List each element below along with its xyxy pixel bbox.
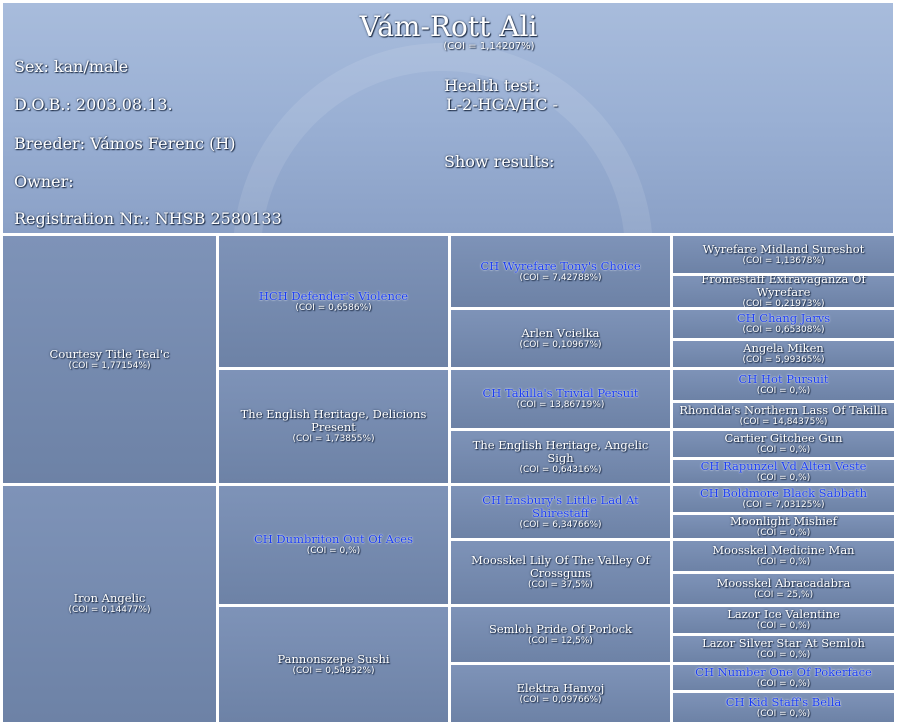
dog-coi: (COI = 0,54932%) [292, 665, 375, 676]
pedigree-cell-gen4-12 [673, 574, 894, 604]
pedigree-cell-gen3-4 [451, 431, 670, 483]
dog-name[interactable]: CH Hot Pursuit [738, 372, 829, 386]
dog-name[interactable]: CH Dumbriton Out Of Aces [253, 532, 414, 546]
dog-name[interactable]: CH Boldmore Black Sabbath [699, 486, 868, 500]
dog-coi: (COI = 1,14207%) [443, 41, 535, 52]
breeder-field: Breeder: Vámos Ferenc (H) [14, 134, 236, 153]
dog-coi: (COI = 0,09766%) [519, 694, 602, 705]
pedigree-cell-gen3-5[interactable] [451, 486, 670, 538]
owner-field: Owner: [14, 172, 74, 191]
pedigree-cell-gen3-2 [451, 310, 670, 367]
dog-coi: (COI = 37,5%) [528, 580, 593, 590]
dog-name[interactable]: CH Chang Jarvs [736, 311, 831, 325]
dog-coi: (COI = 0,%) [756, 557, 811, 567]
pedigree-cell-gen4-14 [673, 636, 894, 662]
pedigree-cell-gen1-1 [3, 236, 216, 483]
dog-coi: (COI = 1,73855%) [292, 434, 375, 444]
dog-name: The English Heritage, Delicions Present [240, 407, 427, 434]
dog-name: Arlen Vcielka [521, 325, 600, 340]
dog-coi: (COI = 7,03125%) [742, 500, 825, 510]
dog-coi: (COI = 13,86719%) [516, 400, 605, 410]
dog-coi: (COI = 0,%) [756, 527, 811, 538]
dog-name: Moonlight Mishief [730, 515, 837, 528]
dog-name: Pannonszepe Sushi [277, 651, 390, 666]
pedigree-cell-gen3-3[interactable] [451, 370, 670, 428]
dog-name[interactable]: CH Kid Staff's Bella [725, 694, 842, 709]
dog-coi: (COI = 0,%) [756, 650, 811, 660]
dog-coi: (COI = 0,%) [756, 472, 811, 483]
dog-name-title: Vám-Rott Ali [359, 10, 538, 43]
pedigree-cell-gen4-5[interactable] [673, 370, 894, 400]
registration-field: Registration Nr.: NHSB 2580133 [14, 209, 282, 228]
pedigree-cell-gen4-4 [673, 341, 894, 367]
dog-coi: (COI = 0,%) [756, 386, 811, 396]
dog-name[interactable]: CH Ensbury's Little Lad At Shirestaff [482, 492, 639, 520]
dog-coi: (COI = 12,5%) [528, 635, 593, 646]
pedigree-cell-gen4-7 [673, 431, 894, 457]
dog-coi: (COI = 0,10967%) [519, 339, 602, 350]
dog-name: Iron Angelic [73, 591, 146, 605]
dog-name[interactable]: CH Takilla's Trivial Persuit [482, 386, 639, 400]
dog-name: Rhondda's Northern Lass Of Takilla [679, 403, 888, 417]
pedigree-cell-gen4-8[interactable] [673, 460, 894, 483]
dog-name: Fromestaff Extravaganza Of Wyrefare [701, 276, 866, 299]
dog-coi: (COI = 0,6586%) [295, 302, 372, 313]
dog-coi: (COI = 0,%) [756, 678, 811, 689]
pedigree-cell-gen2-4 [219, 607, 448, 722]
dog-name: Moosskel Medicine Man [712, 543, 855, 557]
pedigree-cell-gen4-1 [673, 236, 894, 273]
dog-name: The English Heritage, Angelic Sigh [472, 437, 649, 465]
dog-coi: (COI = 0,14477%) [68, 605, 151, 615]
pedigree-cell-gen4-6 [673, 403, 894, 428]
dog-coi: (COI = 0,%) [756, 708, 811, 719]
dog-coi: (COI = 0,%) [756, 445, 811, 455]
dog-name: Lazor Silver Star At Semloh [702, 636, 865, 650]
pedigree-cell-gen3-6 [451, 541, 670, 604]
dob-field: D.O.B.: 2003.08.13. [14, 95, 173, 114]
sex-field: Sex: kan/male [14, 57, 129, 76]
dog-name: Courtesy Title Teal'c [49, 346, 170, 361]
dog-coi: (COI = 0,21973%) [742, 299, 825, 307]
dog-coi: (COI = 7,42788%) [519, 272, 602, 283]
pedigree-cell-gen4-2 [673, 276, 894, 307]
pedigree-cell-gen4-16[interactable] [673, 693, 894, 722]
pedigree-cell-gen4-11 [673, 541, 894, 571]
dog-coi: (COI = 0,%) [756, 621, 811, 631]
pedigree-cell-gen4-9[interactable] [673, 486, 894, 512]
pedigree-cell-gen4-10 [673, 515, 894, 538]
dog-coi: (COI = 5,99365%) [742, 355, 825, 365]
dog-name[interactable]: CH Wyrefare Tony's Choice [480, 258, 641, 273]
health-test-value: L-2-HGA/HC - [446, 95, 558, 114]
dog-name[interactable]: CH Number One Of Pokerface [695, 665, 872, 679]
pedigree-cell-gen2-1[interactable] [219, 236, 448, 367]
pedigree-cell-gen2-3[interactable] [219, 486, 448, 604]
dog-name: Moosskel Abracadabra [716, 576, 851, 590]
pedigree-cell-gen3-8 [451, 665, 670, 722]
dog-coi: (COI = 6,34766%) [519, 519, 602, 530]
pedigree-cell-gen4-13 [673, 607, 894, 633]
dog-name: Elektra Hanvoj [516, 680, 605, 695]
dog-coi: (COI = 25,%) [753, 590, 814, 600]
dog-name[interactable]: HCH Defender's Violence [258, 288, 409, 303]
pedigree-cell-gen4-15[interactable] [673, 665, 894, 690]
health-test-label: Health test: [444, 76, 540, 95]
dog-name: Moosskel Lily Of The Valley Of Crossguns [471, 553, 650, 580]
dog-name: Angela Miken [743, 341, 824, 355]
dog-coi: (COI = 0,%) [306, 546, 361, 556]
dog-coi: (COI = 1,77154%) [68, 360, 151, 371]
show-results-label: Show results: [444, 152, 555, 171]
dog-name: Lazor Ice Valentine [727, 607, 840, 621]
dog-name: Semloh Pride Of Porlock [488, 621, 633, 636]
dog-coi: (COI = 0,65308%) [742, 325, 825, 335]
dog-name: Wyrefare Midland Sureshot [702, 241, 865, 256]
pedigree-cell-gen4-3[interactable] [673, 310, 894, 338]
dog-name[interactable]: CH Rapunzel Vd Alten Veste [700, 460, 867, 473]
pedigree-cell-gen2-2 [219, 370, 448, 483]
dog-coi: (COI = 0,64316%) [519, 464, 602, 475]
dog-coi: (COI = 14,84375%) [739, 416, 828, 427]
dog-coi: (COI = 1,13678%) [742, 255, 825, 266]
pedigree-cell-gen3-1[interactable] [451, 236, 670, 307]
pedigree-cell-gen3-7 [451, 607, 670, 662]
dog-name: Cartier Gitchee Gun [724, 431, 843, 445]
pedigree-cell-gen1-2 [3, 486, 216, 722]
